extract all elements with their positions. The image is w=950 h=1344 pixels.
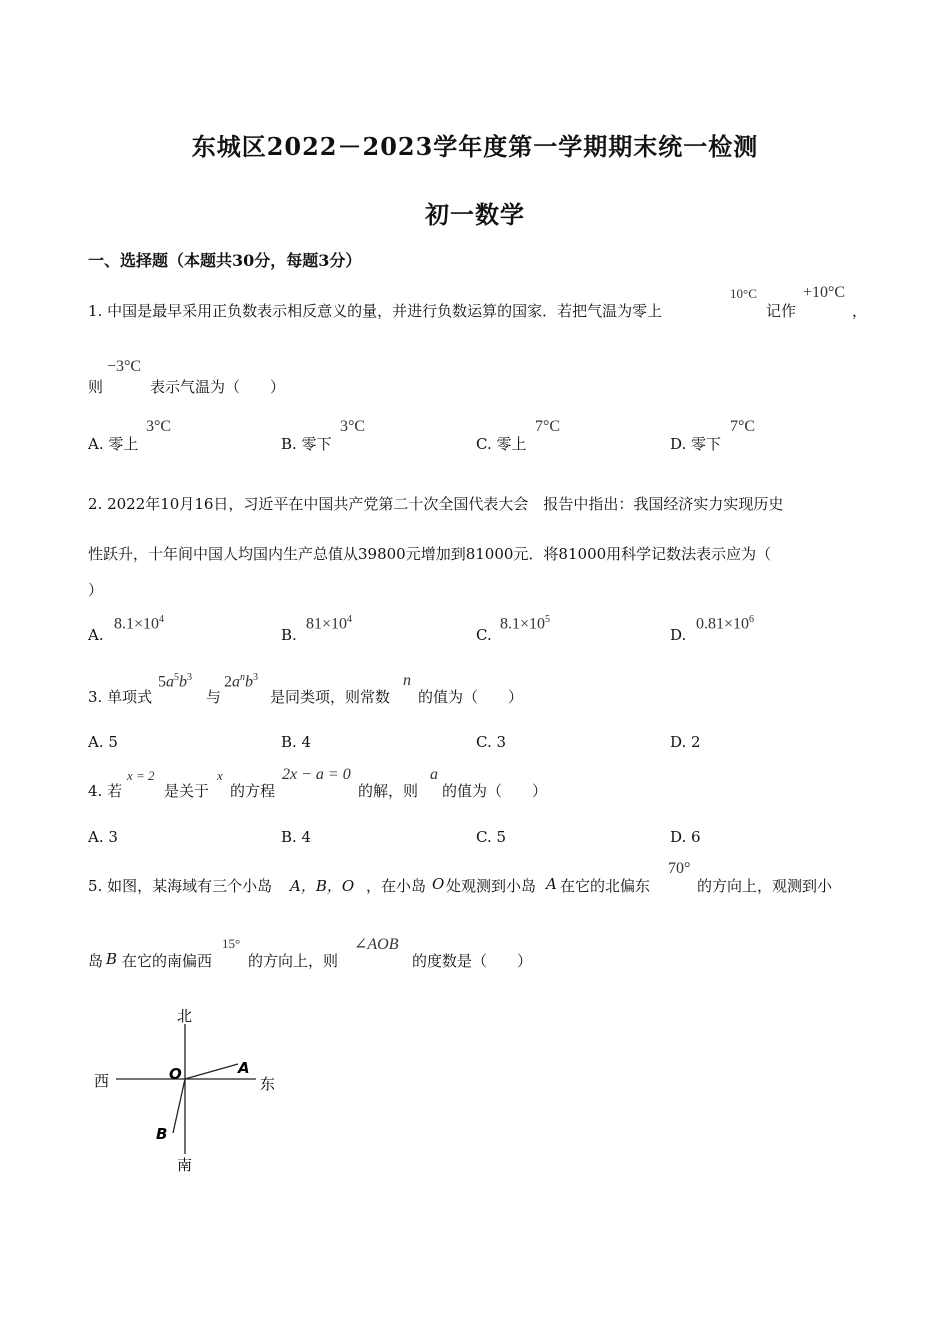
q2-line-1: 2. 2022年10月16日，习近平在中国共产党第二十次全国代表大会 报告中指出：我国经济实力实现历史 [88, 495, 784, 513]
q1-option-c-label: C. 零上 [476, 435, 527, 453]
q4-text-b: 是关于 [164, 782, 210, 800]
q5-text-h: 的方向上，则 [248, 952, 339, 970]
q5-math-a: 70° [668, 860, 691, 877]
q2-option-a-math: $8.1\times 10^4$ [114, 614, 165, 633]
compass-diagram [80, 1000, 300, 1180]
q2-line-3: ） [88, 581, 104, 599]
q1-option-c-math: 7°C [535, 418, 561, 435]
q4-math-a: x = 2 [127, 768, 155, 783]
q5-text-g: 在它的南偏西 [122, 952, 213, 970]
ray-ob [173, 1079, 185, 1133]
q5-text-b: ，在小岛 [366, 877, 427, 895]
east-label: 东 [260, 1075, 276, 1093]
page-title: 东城区2022－2023学年度第一学期期末统一检测 [191, 132, 759, 161]
west-label: 西 [94, 1072, 110, 1090]
q1-math-c: −3°C [107, 358, 142, 375]
q3-var-n: n [403, 672, 411, 689]
q3-monomial-2: $2a^nb^3$ [224, 672, 258, 691]
point-o-label: O [169, 1065, 182, 1083]
q5-text-c: 处观测到小岛 [446, 877, 537, 895]
q2-option-d-label: D. [670, 626, 687, 644]
q3-text-c: 是同类项，则常数 [270, 688, 391, 706]
point-a-label: A [238, 1059, 250, 1077]
point-b-label: B [156, 1125, 168, 1143]
q3-text-d: 的值为（ ） [418, 688, 524, 706]
q4-text-c: 的方程 [230, 782, 276, 800]
q1-comma: ， [852, 302, 868, 320]
north-label: 北 [177, 1007, 193, 1025]
q2-option-a-label: A. [88, 626, 104, 644]
q1-math-b: +10°C [803, 284, 846, 301]
q5-math-b: 15° [222, 936, 241, 951]
q4-text-a: 4. 若 [88, 782, 123, 800]
q5-island-b: B [106, 950, 118, 968]
q2-line-2: 性跃升，十年间中国人均国内生产总值从39800元增加到81000元．将81000用科学记数法表示应为（ [88, 545, 772, 563]
q3-option-a: A. 5 [88, 733, 118, 751]
q1-text-a: 1. 中国是最早采用正负数表示相反意义的量，并进行负数运算的国家．若把气温为零上 [88, 302, 663, 320]
q4-math-b: x [217, 768, 223, 783]
q1-text-d: 表示气温为（ ） [150, 378, 286, 396]
q5-text-f: 岛 [88, 952, 104, 970]
q1-option-d-math: 7°C [730, 418, 756, 435]
section-heading: 一、选择题（本题共30分，每题3分） [88, 251, 362, 270]
q2-option-d-math: $0.81\times 10^6$ [696, 614, 755, 633]
q5-math-c: ∠AOB [354, 936, 399, 953]
q1-option-b-math: 3°C [340, 418, 366, 435]
q4-option-d: D. 6 [670, 828, 701, 846]
q2-option-b-math: $81\times 10^4$ [306, 614, 353, 633]
q5-text-a: 5. 如图，某海域有三个小岛 [88, 877, 273, 895]
q2-option-c-label: C. [476, 626, 492, 644]
q2-option-c-math: $8.1\times 10^5$ [500, 614, 551, 633]
q3-text-b: 与 [206, 688, 222, 706]
q4-math-d: a [430, 766, 438, 783]
q5-island-a: A [546, 875, 557, 893]
q5-text-d: 在它的北偏东 [560, 877, 651, 895]
q5-text-i: 的度数是（ ） [412, 952, 533, 970]
q1-option-a-math: 3°C [146, 418, 172, 435]
q5-text-e: 的方向上，观测到小 [697, 877, 833, 895]
q3-option-b: B. 4 [281, 733, 312, 751]
q4-option-a: A. 3 [88, 828, 118, 846]
q4-option-b: B. 4 [281, 828, 312, 846]
page-subtitle: 初一数学 [425, 200, 525, 229]
q4-math-c: 2x − a = 0 [282, 766, 351, 783]
q5-island-o: O [432, 875, 445, 893]
q1-option-b-label: B. 零下 [281, 435, 332, 453]
q3-monomial-1: $5a^5b^3$ [158, 672, 192, 691]
q4-text-e: 的值为（ ） [442, 782, 548, 800]
q3-option-c: C. 3 [476, 733, 507, 751]
q1-option-d-label: D. 零下 [670, 435, 722, 453]
q2-option-b-label: B. [281, 626, 297, 644]
ray-oa [185, 1064, 238, 1079]
q3-text-a: 3. 单项式 [88, 688, 153, 706]
q1-math-a: 10°C [730, 286, 757, 301]
south-label: 南 [177, 1156, 193, 1174]
q5-islands: A，B，O [290, 877, 355, 895]
q4-text-d: 的解，则 [358, 782, 419, 800]
q1-text-b: 记作 [766, 302, 797, 320]
q1-text-c: 则 [88, 378, 104, 396]
q1-option-a-label: A. 零上 [88, 435, 139, 453]
q3-option-d: D. 2 [670, 733, 701, 751]
q4-option-c: C. 5 [476, 828, 507, 846]
